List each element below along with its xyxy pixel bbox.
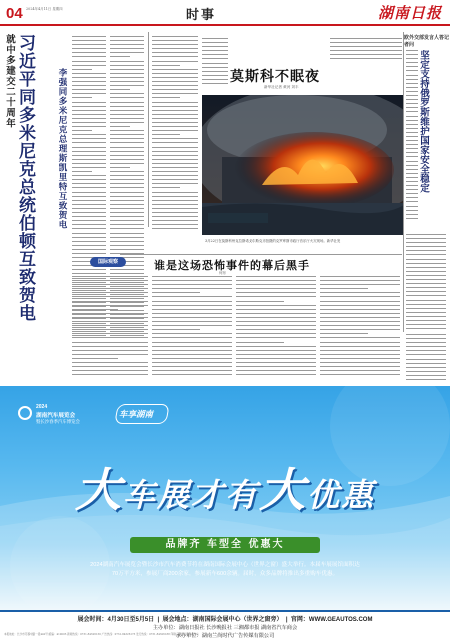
main-story-body-top-right [330,38,402,64]
second-story-headline: 谁是这场恐怖事件的幕后黑手 [154,259,310,272]
autoshow-year: 2024 [36,404,48,410]
right-column-divider [403,32,404,332]
second-story-byline: 何东 [219,271,227,275]
main-story-body-left [152,36,198,231]
lead-kicker: 就中多建交二十周年 [4,34,15,129]
ad-event-info: 展会时间：4月30日至5月5日 | 展会地点：湖南国际会展中心（世界之窗旁） | 官网：WWW.GEAUTOS.COM [77,617,373,623]
second-story-col-4 [320,276,400,376]
ad-tagline: 品牌齐 车型全 优惠大 [130,537,320,553]
page-date: 2024年4月11日 星期四 [26,7,63,11]
news-area [0,28,450,386]
ad-headline [0,454,450,520]
ad-venue: 展会地点：湖南国际会展中心（世界之窗旁） [162,617,283,623]
feature-kicker: 欧外交部发言人答记者问 [404,35,450,48]
autoshow-subtitle: 暨长沙春季汽车博览会 [36,419,80,424]
ad-headline-part: 大 [259,463,307,517]
autoshow-name: 湖南汽车展览会 [36,413,76,419]
page-number: 04 [6,5,23,22]
photo-caption: 3月22日在莫斯科州克拉斯诺戈尔斯克市拍摄的克罗库斯市政厅音乐厅火灾现场。新华社发 [205,239,341,243]
main-story-headline: 莫斯科不眠夜 [230,69,320,85]
second-story-col-2 [152,276,232,376]
autoshow-logo-icon [18,406,32,420]
newspaper-imprint: 本报地址：长沙市芙蓉中路一段442号 邮编：410005 新闻热线：0731-84326130 广告热线：0731-84326173 发行热线：0731-84326188 印刷：湖南日报印务中心 [4,633,200,636]
lead-headline: 习近平同多米尼克总统伯顿互致贺电 [15,34,35,322]
ad-description: 2024湖南汽车展览会暨长沙市汽车消费节将在湖南国际会展中心（世界之窗）盛大举行。本届车展展馆面积达70万平方米，参展厂商200余家，参展新车600余辆。届时，众多品牌将推出多重购车优惠。 [90,562,360,577]
autoshow-slogan: 车享湖南 [119,409,154,419]
ad-organizers: 主办单位：湖南日报社 长沙晚报社 三湘都市报 湖南省汽车商会 [152,625,298,631]
auto-show-advertisement [0,386,450,610]
burning-building-image [202,95,404,235]
ad-website: 官网：WWW.GEAUTOS.COM [290,617,373,623]
fire-photo [202,95,404,235]
feature-body-lower [406,234,446,334]
ad-dates: 展会时间：4月30日至5月5日 [77,617,155,623]
second-story-col-1 [72,276,148,376]
ad-undertaker: 承办单位：湖南兰尚时代广告传媒有限公司 [175,633,275,639]
ad-headline-part: 大 [74,463,123,517]
main-story-body-top [202,38,228,93]
feature-headline: 坚定支持俄罗斯维护国家安全稳定 [418,50,429,193]
column-divider [148,32,149,227]
page-masthead [0,0,450,26]
commentary-tag: 国际观察 [90,257,126,267]
section-rule [120,254,402,255]
second-story-col-5 [406,334,446,380]
ad-headline-part: 车展才有 [122,476,259,514]
ad-headline-part: 优惠 [307,476,376,514]
second-story-col-3 [236,276,316,376]
newspaper-logo: 湖南日报 [377,4,442,22]
main-story-byline: 新华社记者 黄河 刘丰 [264,85,299,89]
feature-body [406,50,418,230]
section-title: 时事 [186,8,217,23]
lead-deck: 李强同多米尼克总理斯凯里特互致贺电 [57,68,67,230]
